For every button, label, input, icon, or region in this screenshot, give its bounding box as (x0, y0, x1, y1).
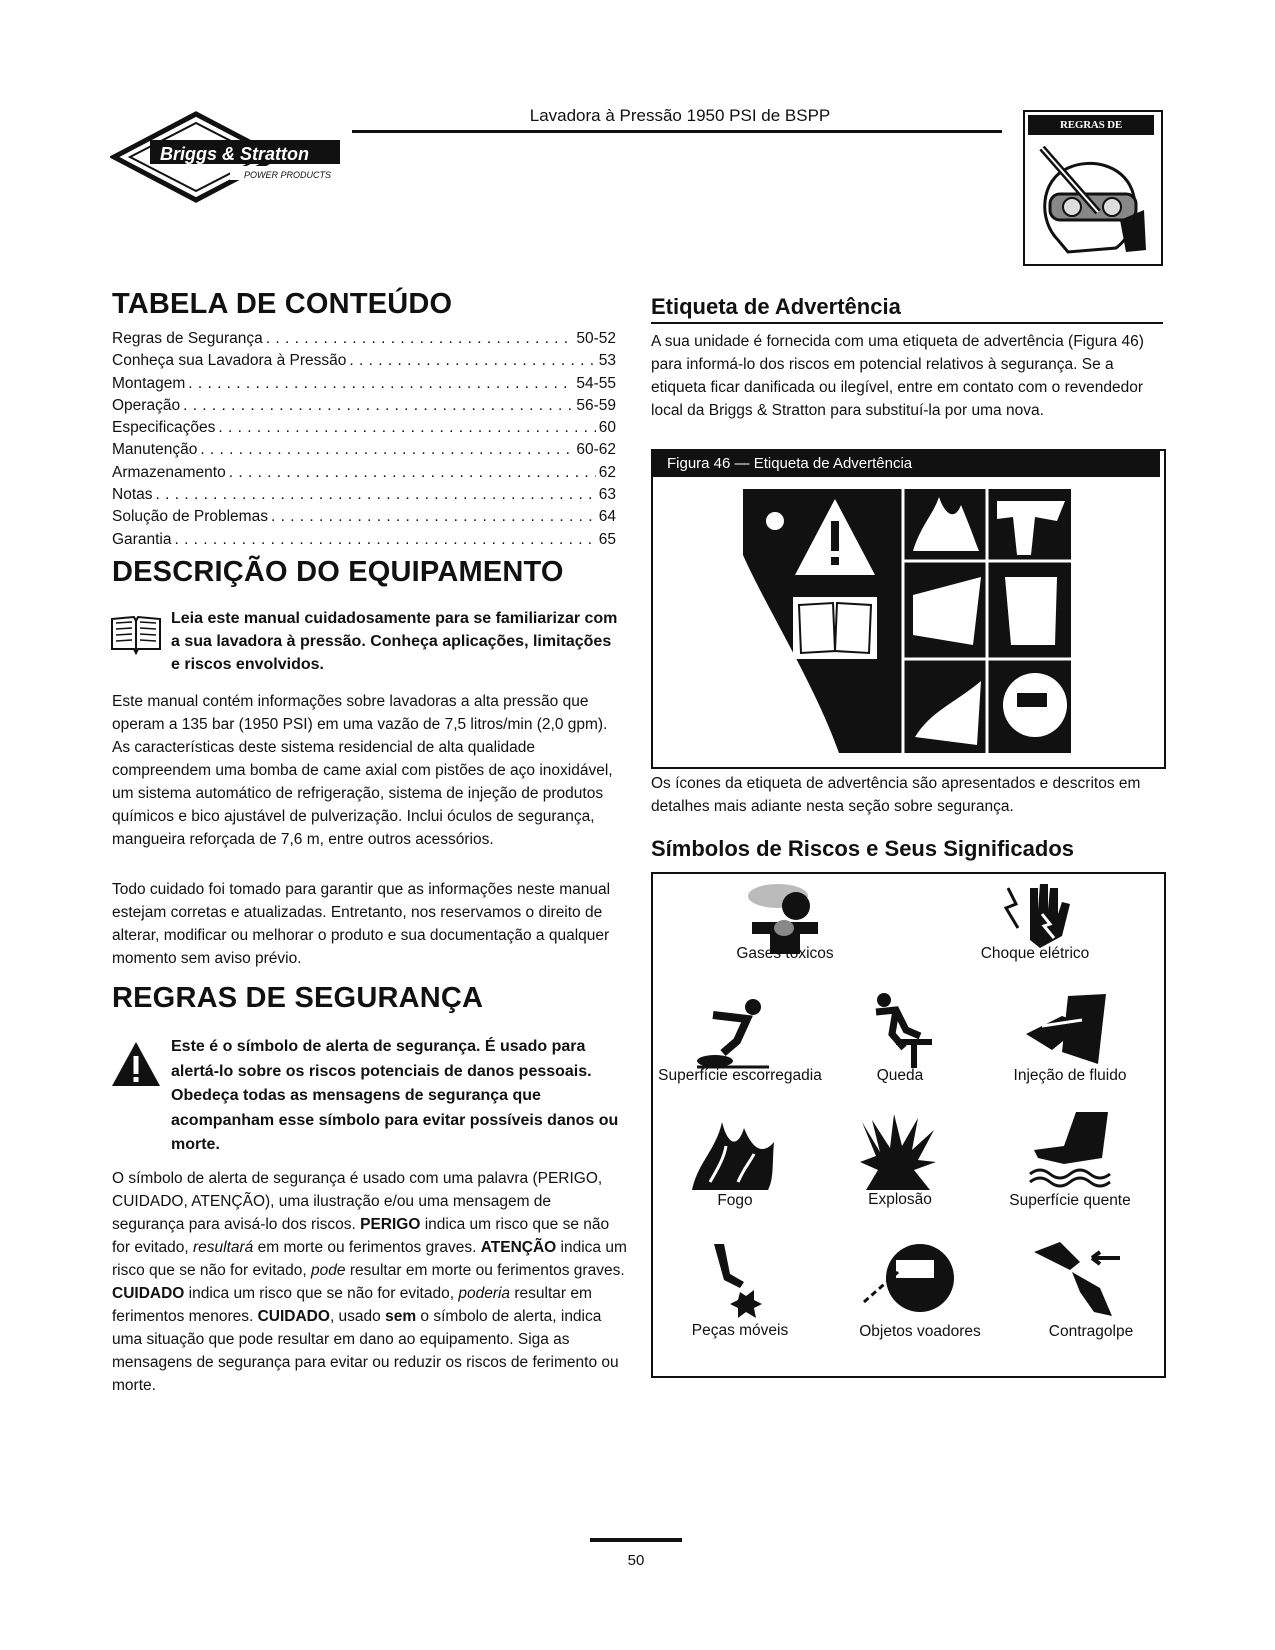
warning-label-rule (651, 322, 1163, 324)
safety-paragraph: O símbolo de alerta de segurança é usado com uma palavra (PERIGO, CUIDADO, ATENÇÃO), uma ilustração e/ou uma mensagem de segurança para avisá-lo dos riscos. PERIGO indica um risco que se não for evitado, resultará em morte ou ferimentos graves. ATENÇÃO indica um risco que se não for evitado, pode resultar em morte ou ferimentos graves. CUIDADO indica um risco que se não for evitado, poderia resultar em ferimentos menores. CUIDADO, usado sem o símbolo de alerta, indica uma situação que pode resultar em dano ao equipamento. Siga as mensagens de segurança para evitar ou reduzir os riscos de ferimento ou morte. (112, 1170, 627, 1394)
perigo-keyword: PERIGO (360, 1216, 421, 1233)
toc-leader-dots (229, 464, 596, 482)
toc-item-page: 60-62 (576, 441, 616, 459)
logo-brand-text: Briggs & Stratton (160, 144, 310, 164)
toc-item-label: Regras de Segurança (112, 330, 263, 347)
toc-item-page: 60 (598, 419, 616, 437)
toc-leader-dots (188, 375, 573, 393)
toc-leader-dots (349, 352, 595, 370)
warning-label-heading: Etiqueta de Advertência (651, 294, 901, 319)
toc-item (112, 464, 616, 486)
hazard-label-flying-objects: Objetos voadores (859, 1323, 981, 1340)
toc-item (112, 375, 616, 397)
equipment-paragraph-1: Este manual contém informações sobre lavadoras a alta pressão que operam a 135 bar (1950 PSI) em uma vazão de 7,5 litros/min (2,0 gpm). As características deste sistema residencial de alta qualidade compreendem uma bomba de came axial com pistões de aço inoxidável, um sistema automático de refrigeração, sistema de injeção de produtos químicos e bico ajustável de pulverização. Inclui óculos de segurança, mangueira reforçada de 7,6 m, entre outros acessórios. (112, 693, 613, 848)
hazard-label-electric-shock: Choque elétrico (980, 945, 1090, 962)
toxic-gas-icon (740, 882, 830, 954)
safety-callout: Este é o símbolo de alerta de segurança. É usado para alertá-lo sobre os riscos potenciais de danos pessoais. Obedeça todas as mensagens de segurança que acompanham esse símbolo para evitar possíveis danos ou morte. (171, 1038, 619, 1153)
explosion-icon (858, 1112, 938, 1192)
toc-item-label: Conheça sua Lavadora à Pressão (112, 352, 347, 370)
toc-item-page: 62 (598, 463, 616, 481)
toc-item-page: 63 (598, 486, 616, 504)
kickback-icon (1030, 1238, 1126, 1318)
warning-decal-icon (735, 485, 1075, 757)
open-book-icon (108, 613, 164, 655)
header-rule (352, 130, 1002, 133)
toc-leader-dots (200, 441, 573, 459)
toc-item (112, 441, 616, 463)
figure-46-caption: Figura 46 — Etiqueta de Advertência (653, 451, 1160, 477)
equipment-heading: DESCRIÇÃO DO EQUIPAMENTO (112, 556, 564, 588)
cuidado-keyword: CUIDADO (112, 1285, 185, 1302)
toc-item (112, 330, 616, 352)
toc-item-label: Especificações (112, 419, 216, 437)
page-number: 50 (627, 1552, 645, 1569)
hazard-label-hot-surface: Superfície quente (1009, 1192, 1131, 1209)
moving-parts-icon (700, 1240, 770, 1320)
toc-heading: TABELA DE CONTEÚDO (112, 288, 453, 320)
toc-item (112, 531, 616, 553)
toc-item (112, 419, 616, 441)
atencao-keyword: ATENÇÃO (480, 1239, 557, 1256)
toc-item (112, 352, 616, 374)
toc-item-page: 64 (598, 508, 616, 526)
hot-surface-icon (1024, 1108, 1112, 1188)
safety-heading: REGRAS DE SEGURANÇA (112, 982, 484, 1014)
toc-leader-dots (271, 508, 596, 526)
hazard-label-toxic-gas: Gases tóxicos (736, 945, 834, 962)
hazard-label-fall: Queda (876, 1067, 924, 1084)
toc-item (112, 397, 616, 419)
warning-label-after-text: Os ícones da etiqueta de advertência são apresentados e descritos em detalhes mais adiante nesta seção sobre segurança. (651, 775, 1141, 815)
hazard-label-slippery-surface: Superfície escorregadia (658, 1067, 822, 1084)
toc-item-label: Montagem (112, 374, 186, 392)
warning-label-paragraph: A sua unidade é fornecida com uma etiqueta de advertência (Figura 46) para informá-lo dos riscos em potencial relativos à segurança. Se a etiqueta ficar danificada ou ilegível, entre em contato com o revendedor local da Briggs & Stratton para substituí-la por uma nova. (651, 333, 1144, 419)
hazard-label-fire: Fogo (717, 1192, 753, 1209)
toc-item-page: 50-52 (576, 330, 616, 347)
hazard-label-kickback: Contragolpe (1048, 1323, 1134, 1340)
toc-item-page: 53 (598, 352, 616, 370)
logo-subtitle: POWER PRODUCTS (244, 170, 332, 180)
page-header-title: Lavadora à Pressão 1950 PSI de BSPP (529, 106, 831, 125)
safety-alert-icon (110, 1040, 162, 1090)
hazard-label-moving-parts: Peças móveis (691, 1322, 789, 1339)
hazard-symbols-heading: Símbolos de Riscos e Seus Significados (651, 836, 1075, 861)
fall-icon (866, 990, 936, 1070)
toc-leader-dots (174, 531, 595, 549)
toc-item-label: Operação (112, 396, 181, 414)
equipment-paragraph-2: Todo cuidado foi tomado para garantir que as informações neste manual estejam corretas e atualizadas. Entretanto, nos reservamos o direito de alterar, modificar ou melhorar o produto e sua documentação a qualquer momento sem aviso prévio. (112, 881, 611, 967)
toc-item (112, 486, 616, 508)
table-of-contents (112, 330, 616, 553)
toc-item-label: Notas (112, 486, 153, 504)
hazard-label-explosion: Explosão (868, 1191, 932, 1208)
cuidado-keyword-2: CUIDADO (257, 1308, 330, 1325)
slippery-surface-icon (693, 995, 773, 1071)
safety-badge-title: REGRAS DE SEGURANÇA (1028, 115, 1154, 135)
fluid-injection-icon (1022, 990, 1110, 1066)
toc-item-page: 65 (598, 530, 616, 548)
toc-leader-dots (218, 419, 595, 437)
toc-item-label: Armazenamento (112, 463, 226, 481)
toc-item-label: Solução de Problemas (112, 508, 268, 526)
toc-item-page: 56-59 (576, 396, 616, 414)
toc-item-label: Garantia (112, 530, 172, 548)
flying-objects-icon (860, 1240, 956, 1318)
hazard-label-fluid-injection: Injeção de fluido (1013, 1067, 1127, 1084)
equipment-callout: Leia este manual cuidadosamente para se familiarizar com a sua lavadora à pressão. Conheça aplicações, limitações e riscos envolvidos. (171, 610, 618, 673)
toc-item (112, 508, 616, 530)
footer-rule (590, 1538, 682, 1542)
fire-icon (688, 1112, 776, 1192)
toc-leader-dots (266, 330, 574, 348)
safety-goggles-icon (1028, 140, 1154, 258)
toc-item-label: Manutenção (112, 441, 198, 459)
toc-leader-dots (183, 397, 573, 415)
toc-leader-dots (156, 486, 596, 504)
toc-item-page: 54-55 (576, 374, 616, 392)
